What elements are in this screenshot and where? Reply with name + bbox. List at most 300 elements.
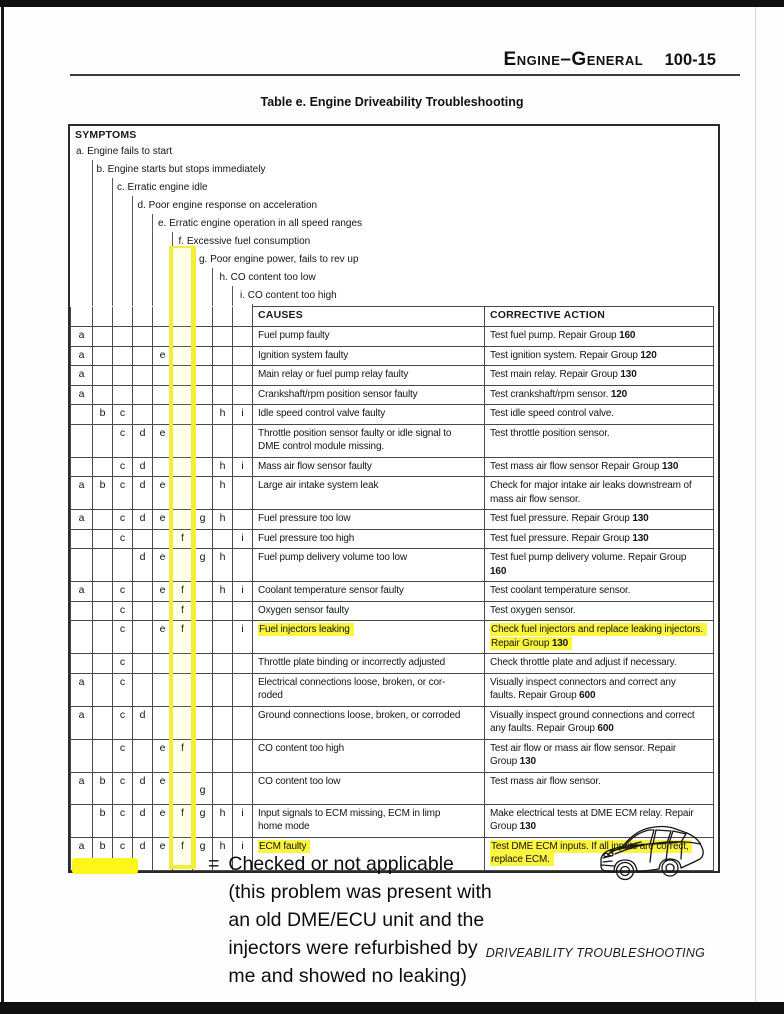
symptom-mark-cell xyxy=(213,346,233,366)
symptom-mark-cell: e xyxy=(153,772,173,804)
symptom-mark-cell xyxy=(193,673,213,706)
symptom-mark-cell xyxy=(133,307,153,327)
symptom-ladder-line xyxy=(112,178,113,306)
symptom-mark-cell: d xyxy=(133,477,153,510)
table-row xyxy=(71,327,714,347)
symptom-mark-cell xyxy=(153,405,173,425)
legend-line: me and showed no leaking) xyxy=(228,965,467,987)
symptom-mark-cell xyxy=(71,601,93,621)
table-header-row xyxy=(71,307,714,327)
table-row xyxy=(71,601,714,621)
symptoms-ladder xyxy=(70,126,718,306)
symptom-mark-cell xyxy=(193,346,213,366)
cause-cell: ECM faulty xyxy=(253,837,485,870)
symptom-ladder-line xyxy=(152,214,153,306)
symptom-mark-cell xyxy=(193,621,213,654)
symptom-ladder-line xyxy=(172,232,173,306)
symptom-mark-cell xyxy=(93,601,113,621)
symptom-mark-cell: f xyxy=(173,529,193,549)
symptom-mark-cell: d xyxy=(133,424,153,457)
table-row xyxy=(71,529,714,549)
symptom-mark-cell xyxy=(173,457,193,477)
symptom-mark-cell xyxy=(173,654,193,674)
symptom-ladder-line xyxy=(132,196,133,306)
symptom-mark-cell xyxy=(173,307,193,327)
symptom-mark-cell xyxy=(233,739,253,772)
action-cell: Test fuel pump. Repair Group 160 xyxy=(485,327,714,347)
symptom-mark-cell: c xyxy=(113,673,133,706)
symptom-mark-cell: a xyxy=(71,510,93,530)
symptom-mark-cell: c xyxy=(113,510,133,530)
symptom-mark-cell: g xyxy=(193,804,213,837)
table-row xyxy=(71,477,714,510)
symptom-item: g. Poor engine power, fails to rev up xyxy=(199,254,359,265)
symptom-mark-cell xyxy=(213,424,233,457)
symptom-mark-cell xyxy=(213,327,233,347)
symptom-item: c. Erratic engine idle xyxy=(117,182,208,193)
symptom-mark-cell xyxy=(173,366,193,386)
symptom-mark-cell xyxy=(133,673,153,706)
table-row xyxy=(71,346,714,366)
symptom-mark-cell xyxy=(193,601,213,621)
symptom-mark-cell: c xyxy=(113,772,133,804)
symptom-ladder-line xyxy=(192,250,193,306)
action-cell: Check for major intake air leaks downstream of mass air flow sensor. xyxy=(485,477,714,510)
corrective-header: CORRECTIVE ACTION xyxy=(485,307,714,327)
table-row xyxy=(71,654,714,674)
cause-cell: CO content too high xyxy=(253,739,485,772)
symptom-mark-cell: b xyxy=(93,837,113,870)
symptom-mark-cell: i xyxy=(233,457,253,477)
symptom-mark-cell xyxy=(193,739,213,772)
symptom-mark-cell xyxy=(193,424,213,457)
symptom-mark-cell: f xyxy=(173,804,193,837)
symptom-mark-cell: a xyxy=(71,582,93,602)
symptom-mark-cell xyxy=(93,654,113,674)
symptom-item: h. CO content too low xyxy=(219,272,316,283)
legend-line: Checked or not applicable xyxy=(228,853,454,875)
symptom-mark-cell: h xyxy=(213,457,233,477)
symptom-mark-cell: f xyxy=(173,601,193,621)
symptom-mark-cell xyxy=(213,529,233,549)
legend-swatch xyxy=(72,858,138,874)
table-row xyxy=(71,510,714,530)
symptom-mark-cell xyxy=(93,582,113,602)
symptom-mark-cell: e xyxy=(153,804,173,837)
legend-lines xyxy=(228,850,491,990)
troubleshooting-table xyxy=(68,124,720,873)
symptom-item: f. Excessive fuel consumption xyxy=(178,236,311,247)
action-cell: Test ignition system. Repair Group 120 xyxy=(485,346,714,366)
symptom-mark-cell xyxy=(71,549,93,582)
symptom-mark-cell: e xyxy=(153,582,173,602)
symptom-mark-cell: d xyxy=(133,549,153,582)
table-row xyxy=(71,424,714,457)
action-cell: Test fuel pressure. Repair Group 130 xyxy=(485,510,714,530)
symptom-mark-cell: c xyxy=(113,804,133,837)
table-body xyxy=(71,327,714,871)
symptom-mark-cell: c xyxy=(113,739,133,772)
symptom-mark-cell xyxy=(71,424,93,457)
causes-table xyxy=(70,306,714,871)
symptom-mark-cell xyxy=(93,424,113,457)
symptom-mark-cell: f xyxy=(173,837,193,870)
symptom-mark-cell: h xyxy=(213,510,233,530)
symptom-mark-cell xyxy=(153,457,173,477)
symptom-mark-cell: a xyxy=(71,706,93,739)
symptom-mark-cell xyxy=(233,424,253,457)
symptom-mark-cell xyxy=(71,804,93,837)
cause-cell: Electrical connections loose, broken, or cor- roded xyxy=(253,673,485,706)
scan-artifact-top-bar xyxy=(0,0,784,7)
symptom-mark-cell: g xyxy=(193,772,213,804)
symptom-mark-cell: i xyxy=(233,405,253,425)
symptom-mark-cell: d xyxy=(133,457,153,477)
symptom-mark-cell: e xyxy=(153,621,173,654)
action-cell: Test air flow or mass air flow sensor. Repair Group 130 xyxy=(485,739,714,772)
symptom-mark-cell: f xyxy=(173,739,193,772)
footer-caption: DRIVEABILITY TROUBLESHOOTING xyxy=(485,946,705,960)
cause-cell: Fuel pressure too high xyxy=(253,529,485,549)
action-cell: Test oxygen sensor. xyxy=(485,601,714,621)
symptom-mark-cell xyxy=(233,673,253,706)
symptom-mark-cell xyxy=(173,510,193,530)
symptom-mark-cell: d xyxy=(133,772,153,804)
symptom-mark-cell xyxy=(193,405,213,425)
symptom-mark-cell xyxy=(173,772,193,804)
symptom-mark-cell: c xyxy=(113,582,133,602)
symptom-mark-cell xyxy=(233,477,253,510)
symptom-mark-cell xyxy=(173,549,193,582)
symptom-item: a. Engine fails to start xyxy=(76,146,173,157)
symptom-mark-cell xyxy=(71,654,93,674)
symptom-mark-cell: f xyxy=(173,582,193,602)
symptom-ladder-line xyxy=(252,304,253,306)
cause-cell: Coolant temperature sensor faulty xyxy=(253,582,485,602)
symptom-mark-cell xyxy=(93,706,113,739)
table-row xyxy=(71,673,714,706)
symptom-mark-cell xyxy=(153,366,173,386)
symptom-mark-cell xyxy=(193,457,213,477)
symptom-mark-cell xyxy=(193,529,213,549)
symptom-mark-cell: d xyxy=(133,837,153,870)
table-title: Table e. Engine Driveability Troubleshooting xyxy=(260,95,524,109)
symptom-mark-cell xyxy=(93,346,113,366)
table-row xyxy=(71,582,714,602)
cause-cell: Input signals to ECM missing, ECM in limp home mode xyxy=(253,804,485,837)
symptom-mark-cell: d xyxy=(133,804,153,837)
table-row xyxy=(71,366,714,386)
symptom-mark-cell xyxy=(93,739,113,772)
symptom-mark-cell xyxy=(93,457,113,477)
table-row xyxy=(71,457,714,477)
symptom-mark-cell: a xyxy=(71,837,93,870)
symptom-mark-cell xyxy=(133,529,153,549)
symptom-mark-cell xyxy=(213,366,233,386)
symptom-ladder-line xyxy=(92,160,93,306)
symptom-mark-cell: b xyxy=(93,477,113,510)
symptom-mark-cell: c xyxy=(113,837,133,870)
symptom-mark-cell: a xyxy=(71,327,93,347)
action-cell: Visually inspect ground connections and correct any faults. Repair Group 600 xyxy=(485,706,714,739)
table-row xyxy=(71,385,714,405)
symptom-mark-cell xyxy=(233,549,253,582)
symptom-mark-cell xyxy=(233,307,253,327)
symptom-mark-cell xyxy=(133,327,153,347)
symptom-mark-cell: a xyxy=(71,772,93,804)
cause-cell: Mass air flow sensor faulty xyxy=(253,457,485,477)
symptom-mark-cell xyxy=(193,366,213,386)
symptom-mark-cell: d xyxy=(133,510,153,530)
scan-artifact-right-line xyxy=(755,7,756,1002)
action-cell: Test throttle position sensor. xyxy=(485,424,714,457)
symptom-mark-cell: e xyxy=(153,510,173,530)
table-row xyxy=(71,549,714,582)
symptom-mark-cell xyxy=(153,307,173,327)
symptom-mark-cell xyxy=(153,673,173,706)
symptom-mark-cell xyxy=(193,385,213,405)
symptom-mark-cell: e xyxy=(153,837,173,870)
symptom-mark-cell xyxy=(193,654,213,674)
action-cell: Check throttle plate and adjust if necessary. xyxy=(485,654,714,674)
symptom-mark-cell xyxy=(93,385,113,405)
symptom-mark-cell xyxy=(133,739,153,772)
symptom-mark-cell xyxy=(213,739,233,772)
symptom-mark-cell: e xyxy=(153,477,173,510)
symptom-mark-cell xyxy=(233,601,253,621)
symptom-mark-cell xyxy=(173,424,193,457)
symptom-mark-cell: c xyxy=(113,654,133,674)
symptom-mark-cell: i xyxy=(233,837,253,870)
symptom-mark-cell xyxy=(153,385,173,405)
symptom-mark-cell xyxy=(233,327,253,347)
symptom-mark-cell: g xyxy=(193,837,213,870)
symptom-mark-cell xyxy=(133,346,153,366)
symptom-mark-cell xyxy=(153,601,173,621)
symptom-mark-cell xyxy=(133,405,153,425)
action-cell: Test coolant temperature sensor. xyxy=(485,582,714,602)
symptom-mark-cell xyxy=(233,654,253,674)
cause-cell: Main relay or fuel pump relay faulty xyxy=(253,366,485,386)
symptom-mark-cell xyxy=(71,621,93,654)
symptom-mark-cell xyxy=(233,385,253,405)
symptom-mark-cell xyxy=(133,385,153,405)
scan-artifact-left-edge xyxy=(1,7,4,1002)
symptom-mark-cell xyxy=(193,706,213,739)
symptom-mark-cell xyxy=(71,529,93,549)
symptom-mark-cell: a xyxy=(71,385,93,405)
symptom-item: d. Poor engine response on acceleration xyxy=(137,200,318,211)
symptom-mark-cell xyxy=(193,307,213,327)
cause-cell: Oxygen sensor faulty xyxy=(253,601,485,621)
action-cell: Visually inspect connectors and correct any faults. Repair Group 600 xyxy=(485,673,714,706)
symptom-mark-cell: c xyxy=(113,477,133,510)
symptom-mark-cell xyxy=(113,327,133,347)
symptom-item: i. CO content too high xyxy=(240,290,337,301)
symptom-mark-cell: i xyxy=(233,804,253,837)
action-cell: Test mass air flow sensor. xyxy=(485,772,714,804)
symptoms-header: SYMPTOMS xyxy=(75,129,137,141)
cause-cell: Throttle position sensor faulty or idle signal to DME control module missing. xyxy=(253,424,485,457)
symptom-mark-cell xyxy=(173,477,193,510)
cause-cell: Fuel pump faulty xyxy=(253,327,485,347)
cause-cell: Idle speed control valve faulty xyxy=(253,405,485,425)
legend-line: injectors were refurbished by xyxy=(228,937,478,959)
legend-line: (this problem was present with xyxy=(228,881,492,903)
section-title: Engine–General xyxy=(503,49,644,70)
symptom-mark-cell: i xyxy=(233,529,253,549)
symptom-mark-cell xyxy=(153,529,173,549)
symptom-mark-cell: c xyxy=(113,424,133,457)
causes-header: CAUSES xyxy=(253,307,485,327)
symptom-item: e. Erratic engine operation in all speed ranges xyxy=(158,218,363,229)
cause-cell: Crankshaft/rpm position sensor faulty xyxy=(253,385,485,405)
symptom-mark-cell xyxy=(153,654,173,674)
symptom-mark-cell: h xyxy=(213,582,233,602)
symptom-mark-cell: e xyxy=(153,424,173,457)
symptom-mark-cell xyxy=(93,621,113,654)
symptom-mark-cell: a xyxy=(71,366,93,386)
symptom-mark-cell xyxy=(233,706,253,739)
symptom-mark-cell xyxy=(213,307,233,327)
symptom-mark-cell: e xyxy=(153,346,173,366)
action-cell: Make electrical tests at DME ECM relay. Repair Group 130 xyxy=(485,804,714,837)
symptom-mark-cell xyxy=(71,405,93,425)
symptom-ladder-line xyxy=(212,268,213,306)
cause-cell: Fuel injectors leaking xyxy=(253,621,485,654)
cause-cell: Ground connections loose, broken, or corroded xyxy=(253,706,485,739)
symptom-mark-cell xyxy=(173,706,193,739)
symptom-mark-cell xyxy=(93,673,113,706)
symptom-mark-cell: c xyxy=(113,529,133,549)
symptom-mark-cell xyxy=(173,327,193,347)
symptom-mark-cell xyxy=(113,307,133,327)
action-cell: Test fuel pump delivery volume. Repair Group 160 xyxy=(485,549,714,582)
symptom-mark-cell xyxy=(233,510,253,530)
symptom-mark-cell xyxy=(173,346,193,366)
symptom-mark-cell xyxy=(71,739,93,772)
symptom-mark-cell: h xyxy=(213,405,233,425)
table-row xyxy=(71,739,714,772)
symptom-mark-cell xyxy=(133,582,153,602)
cause-cell: CO content too low xyxy=(253,772,485,804)
cause-cell: Large air intake system leak xyxy=(253,477,485,510)
symptom-mark-cell: i xyxy=(233,621,253,654)
cause-cell: Fuel pump delivery volume too low xyxy=(253,549,485,582)
legend-equals: = xyxy=(208,853,220,875)
symptom-mark-cell xyxy=(133,366,153,386)
symptom-mark-cell xyxy=(71,457,93,477)
symptom-mark-cell xyxy=(233,772,253,804)
symptom-mark-cell: h xyxy=(213,549,233,582)
symptom-mark-cell xyxy=(193,477,213,510)
symptom-mark-cell: c xyxy=(113,405,133,425)
action-cell: Test fuel pressure. Repair Group 130 xyxy=(485,529,714,549)
symptom-mark-cell xyxy=(213,673,233,706)
symptom-mark-cell: a xyxy=(71,346,93,366)
legend-text xyxy=(208,850,492,990)
symptom-mark-cell xyxy=(213,385,233,405)
symptom-mark-cell: g xyxy=(193,549,213,582)
symptom-mark-cell: h xyxy=(213,804,233,837)
symptom-mark-cell: i xyxy=(233,582,253,602)
symptom-mark-cell: c xyxy=(113,457,133,477)
symptom-mark-cell: b xyxy=(93,804,113,837)
symptom-mark-cell xyxy=(93,510,113,530)
symptom-mark-cell xyxy=(71,307,93,327)
symptom-mark-cell xyxy=(213,654,233,674)
page-header xyxy=(0,49,716,71)
symptom-mark-cell xyxy=(233,346,253,366)
symptom-ladder-line xyxy=(232,286,233,306)
symptom-mark-cell xyxy=(173,405,193,425)
symptom-mark-cell xyxy=(213,772,233,804)
symptom-mark-cell: c xyxy=(113,601,133,621)
table-row xyxy=(71,706,714,739)
legend-line: an old DME/ECU unit and the xyxy=(228,909,485,931)
symptom-mark-cell xyxy=(113,385,133,405)
symptom-mark-cell xyxy=(113,366,133,386)
symptom-mark-cell: c xyxy=(113,706,133,739)
symptom-item: b. Engine starts but stops immediately xyxy=(96,164,266,175)
symptom-mark-cell xyxy=(153,327,173,347)
symptom-mark-cell xyxy=(133,654,153,674)
symptom-mark-cell: b xyxy=(93,405,113,425)
table-row xyxy=(71,772,714,804)
action-cell: Test crankshaft/rpm sensor. 120 xyxy=(485,385,714,405)
action-cell: Test idle speed control valve. xyxy=(485,405,714,425)
symptom-mark-cell xyxy=(173,385,193,405)
action-cell: Test main relay. Repair Group 130 xyxy=(485,366,714,386)
cause-cell: Ignition system faulty xyxy=(253,346,485,366)
symptom-mark-cell xyxy=(193,582,213,602)
action-cell: Check fuel injectors and replace leaking injectors. Repair Group 130 xyxy=(485,621,714,654)
symptom-mark-cell xyxy=(133,601,153,621)
symptom-mark-cell: h xyxy=(213,837,233,870)
scan-artifact-bottom-bar xyxy=(0,1002,784,1014)
symptom-mark-cell: h xyxy=(213,477,233,510)
symptom-mark-cell: d xyxy=(133,706,153,739)
symptom-mark-cell: c xyxy=(113,621,133,654)
symptom-mark-cell: a xyxy=(71,477,93,510)
action-cell: Test DME ECM inputs. If all inputs are correct, replace ECM. xyxy=(485,837,714,870)
symptom-mark-cell xyxy=(213,601,233,621)
symptom-mark-cell xyxy=(193,327,213,347)
symptom-mark-cell xyxy=(153,706,173,739)
symptom-mark-cell xyxy=(93,549,113,582)
header-rule xyxy=(70,74,740,76)
table-row xyxy=(71,405,714,425)
car-illustration xyxy=(597,818,711,886)
symptom-mark-cell: e xyxy=(153,549,173,582)
symptom-mark-cell: e xyxy=(153,739,173,772)
symptom-mark-cell xyxy=(93,327,113,347)
symptom-mark-cell xyxy=(233,366,253,386)
symptom-mark-cell xyxy=(113,346,133,366)
symptom-mark-cell: a xyxy=(71,673,93,706)
symptom-mark-cell xyxy=(93,366,113,386)
action-cell: Test mass air flow sensor Repair Group 130 xyxy=(485,457,714,477)
table-row xyxy=(71,621,714,654)
symptom-mark-cell: f xyxy=(173,621,193,654)
symptom-mark-cell xyxy=(213,621,233,654)
symptom-mark-cell xyxy=(113,549,133,582)
symptom-mark-cell: b xyxy=(93,772,113,804)
symptom-mark-cell xyxy=(213,706,233,739)
cause-cell: Throttle plate binding or incorrectly adjusted xyxy=(253,654,485,674)
symptom-mark-cell xyxy=(173,673,193,706)
page-number: 100-15 xyxy=(664,51,716,69)
